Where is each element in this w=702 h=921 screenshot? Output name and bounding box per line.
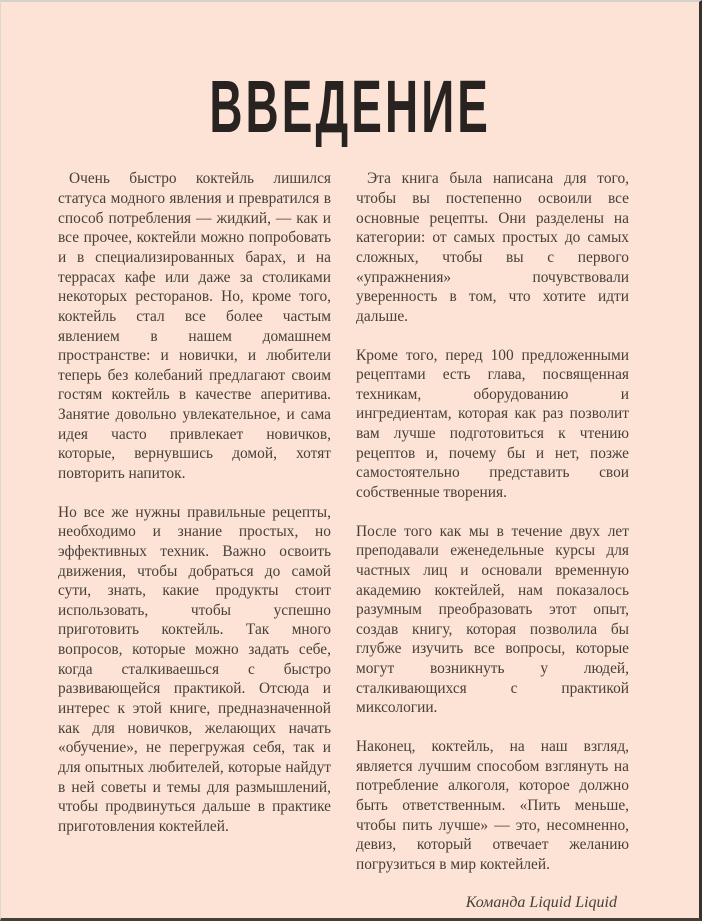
- right-column-paragraph-4: Наконец, коктейль, на наш взгляд, является лучшим способом взглянуть на потребление алкоголя, которое должно быть ответственным. «Пить меньше, чтобы пить лучше» — это, несомненно, девиз, который отвечает желанию погрузиться в мир коктейлей.: [356, 738, 629, 873]
- left-column-paragraph-1: Очень быстро коктейль лишился статуса модного явления и превратился в способ потребления — жидкий, — как и все прочее, коктейли можно попробовать и в специализированных барах, и на террасах кафе или даже за столиками некоторых ресторанов. Но, кроме того, коктейль стал все более частым явлением в нашем домашнем пространстве: и новички, и любители теперь без колебаний предлагают своим гостям коктейль в качестве аперитива. Занятие довольно увлекательное, и сама идея часто привлекает новичков, которые, вернувшись домой, хотят повторить напиток.: [58, 170, 331, 482]
- author-signature: Команда Liquid Liquid: [465, 893, 617, 911]
- right-column-paragraph-2: Кроме того, перед 100 предложенными рецептами есть глава, посвященная техникам, оборудованию и ингредиентам, которая как раз позволит вам лучше подготовиться к чтению рецептов и, почему бы и нет, позже самостоятельно представить свои собственные творения.: [356, 346, 629, 501]
- right-column-paragraph-3: После того как мы в течение двух лет преподавали еженедельные курсы для частных лиц и основали временную академию коктейлей, нам показалось разумным преобразовать этот опыт, создав книгу, которая позволила бы глубже изучить все вопросы, которые могут возникнуть у людей, сталкивающихся с практикой миксологии.: [356, 522, 629, 717]
- page-title: ВВЕДЕНИЕ: [209, 65, 491, 148]
- right-column: [356, 169, 629, 911]
- right-column-paragraph-1: Эта книга была написана для того, чтобы вы постепенно освоили все основные рецепты. Они разделены на категории: от самых простых до самых сложных, чтобы вы с первого «упражнения» почувствовали уверенность в том, что хотите идти дальше.: [356, 170, 629, 325]
- title-container: [1, 66, 699, 147]
- text-columns: [1, 169, 699, 911]
- left-column: [58, 169, 331, 911]
- left-column-paragraph-2: Но все же нужны правильные рецепты, необходимо и знание простых, но эффективных техник. Важно освоить движения, чтобы добраться до самой сути, знать, какие продукты стоит использовать, чтобы успешно приготовить коктейль. Так много вопросов, которые можно задать себе, когда сталкиваешься с быстро развивающейся практикой. Отсюда и интерес к этой книге, предназначенной как для новичков, желающих начать «обучение», не перегружая себя, так и для опытных любителей, которые найдут в ней советы и темы для размышлений, чтобы продвинуться дальше в практике приготовления коктейлей.: [58, 503, 331, 835]
